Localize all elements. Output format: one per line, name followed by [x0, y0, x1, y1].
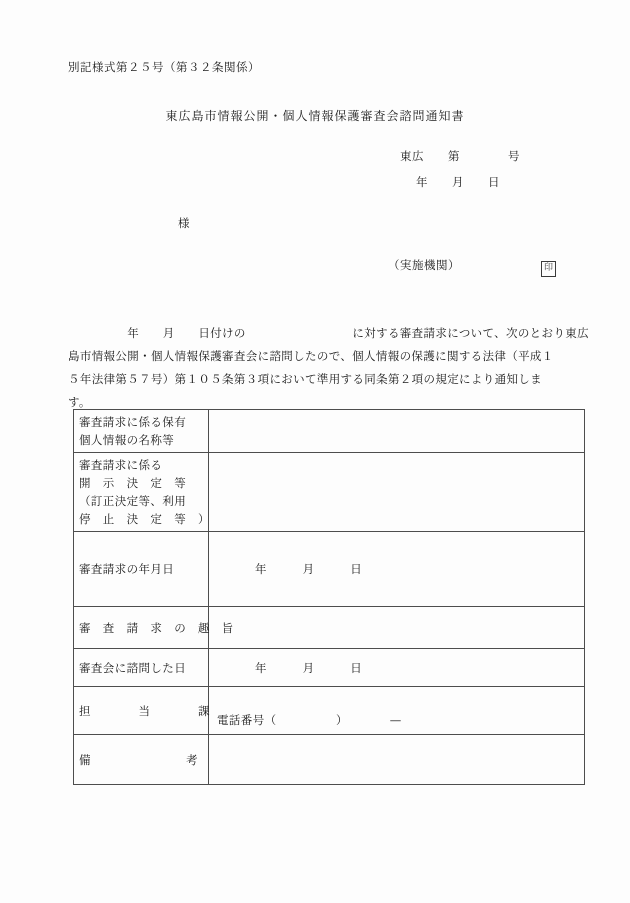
- body-line-1: 年 月 日付けの に対する審査請求について、次のとおり東広: [68, 326, 589, 340]
- label-line: （訂正決定等、利用: [79, 494, 187, 508]
- table-row: [74, 607, 585, 649]
- label-line: 審 査 請 求 の 趣 旨: [79, 620, 234, 635]
- row-label-remarks: [74, 735, 209, 785]
- row-label-name-of-retained-personal-info: [74, 410, 209, 453]
- label-line: 審査請求の年月日: [79, 562, 175, 576]
- label-line: 開 示 決 定 等: [79, 476, 187, 490]
- label-line: 備 考: [79, 752, 198, 767]
- table-row: [74, 410, 585, 453]
- row-value-name-of-retained-personal-info[interactable]: [209, 410, 585, 453]
- issuing-authority: （実施機関）: [388, 258, 460, 272]
- row-value-request-date[interactable]: [209, 532, 585, 607]
- body-paragraph: [68, 322, 589, 414]
- table-row: [74, 453, 585, 532]
- row-value-request-purpose[interactable]: [209, 607, 585, 649]
- label-line: 担 当 課: [79, 703, 210, 718]
- telephone-field[interactable]: [217, 711, 576, 731]
- table-row: [74, 735, 585, 785]
- form-table: [73, 409, 585, 785]
- label-line: 審査請求に係る: [79, 458, 163, 472]
- body-line-3: ５年法律第５７号）第１０５条第３項において準用する同条第２項の規定により通知しま: [68, 372, 542, 386]
- row-label-responsible-division: [74, 687, 209, 735]
- date-placeholder: 年 月 日: [255, 562, 363, 576]
- table-row: [74, 649, 585, 687]
- label-line: 審査会に諮問した日: [79, 660, 187, 675]
- row-value-disclosure-decision[interactable]: [209, 453, 585, 532]
- page-title: 東広島市情報公開・個人情報保護審査会諮問通知書: [165, 109, 465, 123]
- row-label-inquiry-date: [74, 649, 209, 687]
- table-row: [74, 532, 585, 607]
- document-date: 年 月 日: [416, 175, 500, 189]
- row-label-request-purpose: [74, 607, 234, 649]
- row-value-inquiry-date[interactable]: [209, 649, 585, 687]
- body-line-2: 島市情報公開・個人情報保護審査会に諮問したので、個人情報の保護に関する法律（平成１: [68, 349, 554, 363]
- label-line: 審査請求に係る保有: [79, 415, 187, 429]
- row-label-request-date: [74, 532, 209, 607]
- seal-icon: 印: [541, 261, 556, 277]
- label-line: 個人情報の名称等: [79, 433, 175, 447]
- label-line: 停 止 決 定 等 ）: [79, 512, 210, 526]
- table-row: [74, 687, 585, 735]
- document-number: 東広 第 号: [400, 149, 520, 163]
- row-value-responsible-division[interactable]: [209, 687, 585, 735]
- form-number: 別記様式第２５号（第３２条関係）: [68, 60, 260, 74]
- addressee-honorific: 様: [178, 216, 190, 230]
- row-value-remarks[interactable]: [209, 735, 585, 785]
- body-line-4: す。: [68, 395, 91, 409]
- telephone-placeholder: 電話番号（ ） —: [217, 713, 402, 727]
- date-placeholder: 年 月 日: [255, 660, 363, 675]
- row-label-disclosure-decision: [74, 453, 209, 532]
